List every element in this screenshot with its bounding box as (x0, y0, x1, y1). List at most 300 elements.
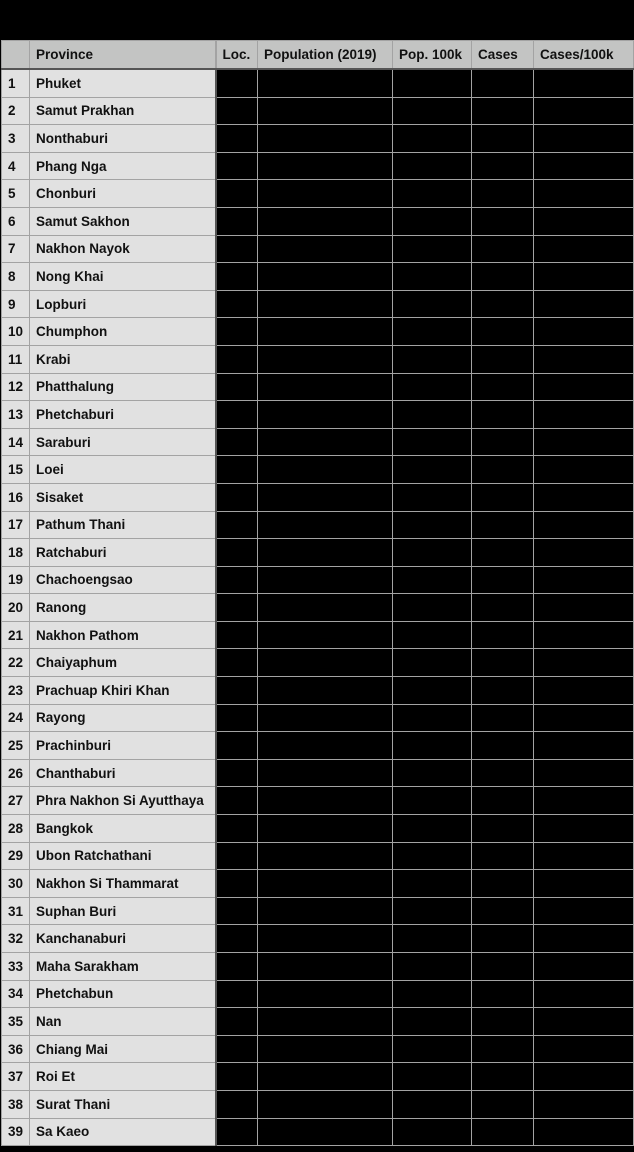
province-name[interactable]: Pathum Thani (30, 511, 216, 539)
table-row (2, 1118, 634, 1146)
cases-cell[interactable] (472, 401, 534, 429)
cases-cell[interactable] (472, 97, 534, 125)
row-number[interactable]: 9 (2, 290, 30, 318)
row-number[interactable]: 32 (2, 925, 30, 953)
pop100k-cell[interactable] (393, 152, 472, 180)
province-name[interactable]: Chanthaburi (30, 759, 216, 787)
province-name[interactable]: Chumphon (30, 318, 216, 346)
loc-cell[interactable] (216, 842, 258, 870)
population-cell[interactable] (258, 263, 393, 291)
population-cell[interactable] (258, 69, 393, 97)
cases-cell[interactable] (472, 1063, 534, 1091)
province-name[interactable]: Sisaket (30, 483, 216, 511)
population-cell[interactable] (258, 594, 393, 622)
pop100k-cell[interactable] (393, 677, 472, 705)
header-population[interactable]: Population (2019) (258, 41, 393, 70)
row-number[interactable]: 29 (2, 842, 30, 870)
province-name[interactable]: Samut Sakhon (30, 207, 216, 235)
cases-cell[interactable] (472, 152, 534, 180)
pop100k-cell[interactable] (393, 704, 472, 732)
loc-cell[interactable] (216, 1035, 258, 1063)
population-cell[interactable] (258, 539, 393, 567)
population-cell[interactable] (258, 152, 393, 180)
province-name[interactable]: Ubon Ratchathani (30, 842, 216, 870)
loc-cell[interactable] (216, 428, 258, 456)
row-number[interactable]: 26 (2, 759, 30, 787)
row-number[interactable]: 10 (2, 318, 30, 346)
row-number[interactable]: 27 (2, 787, 30, 815)
table-row (2, 925, 634, 953)
row-number[interactable]: 14 (2, 428, 30, 456)
table-row (2, 1063, 634, 1091)
cases-cell[interactable] (472, 759, 534, 787)
population-cell[interactable] (258, 759, 393, 787)
row-number[interactable]: 36 (2, 1035, 30, 1063)
loc-cell[interactable] (216, 456, 258, 484)
population-cell[interactable] (258, 456, 393, 484)
cases100k-cell[interactable] (534, 69, 634, 97)
loc-cell[interactable] (216, 1090, 258, 1118)
pop100k-cell[interactable] (393, 815, 472, 843)
loc-cell[interactable] (216, 566, 258, 594)
loc-cell[interactable] (216, 1063, 258, 1091)
table-row (2, 1008, 634, 1036)
pop100k-cell[interactable] (393, 483, 472, 511)
cases-cell[interactable] (472, 1035, 534, 1063)
loc-cell[interactable] (216, 69, 258, 97)
province-name[interactable]: Nonthaburi (30, 125, 216, 153)
cases-cell[interactable] (472, 649, 534, 677)
table-row (2, 759, 634, 787)
population-cell[interactable] (258, 1035, 393, 1063)
cases100k-cell[interactable] (534, 180, 634, 208)
cases100k-cell[interactable] (534, 621, 634, 649)
province-name[interactable]: Prachinburi (30, 732, 216, 760)
province-name[interactable]: Bangkok (30, 815, 216, 843)
cases100k-cell[interactable] (534, 97, 634, 125)
row-number[interactable]: 11 (2, 345, 30, 373)
population-cell[interactable] (258, 980, 393, 1008)
province-name[interactable]: Chachoengsao (30, 566, 216, 594)
province-name[interactable]: Prachuap Khiri Khan (30, 677, 216, 705)
loc-cell[interactable] (216, 1118, 258, 1146)
cases100k-cell[interactable] (534, 1090, 634, 1118)
table-row (2, 815, 634, 843)
province-name[interactable]: Krabi (30, 345, 216, 373)
loc-cell[interactable] (216, 373, 258, 401)
cases-cell[interactable] (472, 815, 534, 843)
cases100k-cell[interactable] (534, 125, 634, 153)
loc-cell[interactable] (216, 594, 258, 622)
loc-cell[interactable] (216, 787, 258, 815)
cases100k-cell[interactable] (534, 594, 634, 622)
cases100k-cell[interactable] (534, 263, 634, 291)
cases-cell[interactable] (472, 953, 534, 981)
population-cell[interactable] (258, 897, 393, 925)
loc-cell[interactable] (216, 290, 258, 318)
population-cell[interactable] (258, 842, 393, 870)
province-name[interactable]: Rayong (30, 704, 216, 732)
cases-cell[interactable] (472, 870, 534, 898)
province-name[interactable]: Suphan Buri (30, 897, 216, 925)
row-number[interactable]: 20 (2, 594, 30, 622)
pop100k-cell[interactable] (393, 897, 472, 925)
table-row (2, 677, 634, 705)
table-row (2, 290, 634, 318)
pop100k-cell[interactable] (393, 428, 472, 456)
cases-cell[interactable] (472, 180, 534, 208)
row-number[interactable]: 17 (2, 511, 30, 539)
province-name[interactable]: Chonburi (30, 180, 216, 208)
table-row (2, 842, 634, 870)
loc-cell[interactable] (216, 345, 258, 373)
province-name[interactable]: Phatthalung (30, 373, 216, 401)
pop100k-cell[interactable] (393, 539, 472, 567)
loc-cell[interactable] (216, 815, 258, 843)
cases-cell[interactable] (472, 428, 534, 456)
row-number[interactable]: 24 (2, 704, 30, 732)
population-cell[interactable] (258, 180, 393, 208)
population-cell[interactable] (258, 649, 393, 677)
province-name[interactable]: Chiang Mai (30, 1035, 216, 1063)
loc-cell[interactable] (216, 1008, 258, 1036)
row-number[interactable]: 16 (2, 483, 30, 511)
cases100k-cell[interactable] (534, 759, 634, 787)
population-cell[interactable] (258, 704, 393, 732)
pop100k-cell[interactable] (393, 69, 472, 97)
row-number[interactable]: 28 (2, 815, 30, 843)
header-cases[interactable]: Cases (472, 41, 534, 70)
cases100k-cell[interactable] (534, 870, 634, 898)
cases-cell[interactable] (472, 373, 534, 401)
table-row (2, 125, 634, 153)
province-name[interactable]: Maha Sarakham (30, 953, 216, 981)
province-name[interactable]: Phetchabun (30, 980, 216, 1008)
pop100k-cell[interactable] (393, 207, 472, 235)
loc-cell[interactable] (216, 980, 258, 1008)
loc-cell[interactable] (216, 152, 258, 180)
cases100k-cell[interactable] (534, 1063, 634, 1091)
cases-cell[interactable] (472, 621, 534, 649)
province-name[interactable]: Sa Kaeo (30, 1118, 216, 1146)
loc-cell[interactable] (216, 401, 258, 429)
pop100k-cell[interactable] (393, 759, 472, 787)
loc-cell[interactable] (216, 180, 258, 208)
province-name[interactable]: Nan (30, 1008, 216, 1036)
pop100k-cell[interactable] (393, 842, 472, 870)
pop100k-cell[interactable] (393, 290, 472, 318)
cases-cell[interactable] (472, 125, 534, 153)
row-number[interactable]: 13 (2, 401, 30, 429)
pop100k-cell[interactable] (393, 180, 472, 208)
pop100k-cell[interactable] (393, 318, 472, 346)
pop100k-cell[interactable] (393, 97, 472, 125)
pop100k-cell[interactable] (393, 953, 472, 981)
loc-cell[interactable] (216, 925, 258, 953)
cases-cell[interactable] (472, 511, 534, 539)
cases-cell[interactable] (472, 1118, 534, 1146)
cases100k-cell[interactable] (534, 953, 634, 981)
pop100k-cell[interactable] (393, 1008, 472, 1036)
population-cell[interactable] (258, 235, 393, 263)
row-number[interactable]: 12 (2, 373, 30, 401)
row-number[interactable]: 21 (2, 621, 30, 649)
table-row (2, 732, 634, 760)
pop100k-cell[interactable] (393, 456, 472, 484)
loc-cell[interactable] (216, 318, 258, 346)
pop100k-cell[interactable] (393, 925, 472, 953)
cases-cell[interactable] (472, 263, 534, 291)
cases100k-cell[interactable] (534, 373, 634, 401)
cases-cell[interactable] (472, 566, 534, 594)
cases-cell[interactable] (472, 318, 534, 346)
cases100k-cell[interactable] (534, 677, 634, 705)
row-number[interactable]: 37 (2, 1063, 30, 1091)
cases100k-cell[interactable] (534, 318, 634, 346)
population-cell[interactable] (258, 870, 393, 898)
population-cell[interactable] (258, 290, 393, 318)
population-cell[interactable] (258, 373, 393, 401)
population-cell[interactable] (258, 345, 393, 373)
population-cell[interactable] (258, 787, 393, 815)
loc-cell[interactable] (216, 235, 258, 263)
cases100k-cell[interactable] (534, 456, 634, 484)
row-number[interactable]: 18 (2, 539, 30, 567)
province-name[interactable]: Kanchanaburi (30, 925, 216, 953)
population-cell[interactable] (258, 925, 393, 953)
province-name[interactable]: Nakhon Si Thammarat (30, 870, 216, 898)
cases-cell[interactable] (472, 69, 534, 97)
cases100k-cell[interactable] (534, 152, 634, 180)
cases100k-cell[interactable] (534, 815, 634, 843)
cases100k-cell[interactable] (534, 1035, 634, 1063)
pop100k-cell[interactable] (393, 787, 472, 815)
cases100k-cell[interactable] (534, 704, 634, 732)
population-cell[interactable] (258, 318, 393, 346)
population-cell[interactable] (258, 621, 393, 649)
population-cell[interactable] (258, 1090, 393, 1118)
cases100k-cell[interactable] (534, 401, 634, 429)
province-name[interactable]: Phang Nga (30, 152, 216, 180)
province-name[interactable]: Surat Thani (30, 1090, 216, 1118)
header-province[interactable]: Province (30, 41, 216, 70)
row-number[interactable]: 19 (2, 566, 30, 594)
table-row (2, 345, 634, 373)
province-name[interactable]: Loei (30, 456, 216, 484)
province-name[interactable]: Lopburi (30, 290, 216, 318)
cases-cell[interactable] (472, 290, 534, 318)
row-number[interactable]: 38 (2, 1090, 30, 1118)
row-number[interactable]: 8 (2, 263, 30, 291)
loc-cell[interactable] (216, 649, 258, 677)
loc-cell[interactable] (216, 759, 258, 787)
pop100k-cell[interactable] (393, 870, 472, 898)
population-cell[interactable] (258, 97, 393, 125)
pop100k-cell[interactable] (393, 1063, 472, 1091)
header-row (2, 41, 634, 70)
cases100k-cell[interactable] (534, 732, 634, 760)
cases-cell[interactable] (472, 1090, 534, 1118)
row-number[interactable]: 3 (2, 125, 30, 153)
header-pop100k[interactable]: Pop. 100k (393, 41, 472, 70)
pop100k-cell[interactable] (393, 980, 472, 1008)
province-name[interactable]: Nakhon Pathom (30, 621, 216, 649)
cases-cell[interactable] (472, 787, 534, 815)
row-number[interactable]: 2 (2, 97, 30, 125)
population-cell[interactable] (258, 401, 393, 429)
cases100k-cell[interactable] (534, 566, 634, 594)
population-cell[interactable] (258, 1008, 393, 1036)
cases-cell[interactable] (472, 897, 534, 925)
population-cell[interactable] (258, 1118, 393, 1146)
cases100k-cell[interactable] (534, 897, 634, 925)
pop100k-cell[interactable] (393, 621, 472, 649)
pop100k-cell[interactable] (393, 566, 472, 594)
row-number[interactable]: 33 (2, 953, 30, 981)
population-cell[interactable] (258, 677, 393, 705)
table-row (2, 373, 634, 401)
cases100k-cell[interactable] (534, 207, 634, 235)
province-name[interactable]: Phuket (30, 69, 216, 97)
province-name[interactable]: Phra Nakhon Si Ayutthaya (30, 787, 216, 815)
population-cell[interactable] (258, 511, 393, 539)
row-number[interactable]: 35 (2, 1008, 30, 1036)
cases100k-cell[interactable] (534, 428, 634, 456)
population-cell[interactable] (258, 428, 393, 456)
province-name[interactable]: Saraburi (30, 428, 216, 456)
loc-cell[interactable] (216, 125, 258, 153)
table-row (2, 180, 634, 208)
row-number[interactable]: 5 (2, 180, 30, 208)
pop100k-cell[interactable] (393, 235, 472, 263)
cases100k-cell[interactable] (534, 290, 634, 318)
cases100k-cell[interactable] (534, 235, 634, 263)
cases100k-cell[interactable] (534, 787, 634, 815)
cases100k-cell[interactable] (534, 649, 634, 677)
loc-cell[interactable] (216, 704, 258, 732)
population-cell[interactable] (258, 815, 393, 843)
province-name[interactable]: Samut Prakhan (30, 97, 216, 125)
cases-cell[interactable] (472, 456, 534, 484)
population-cell[interactable] (258, 483, 393, 511)
loc-cell[interactable] (216, 677, 258, 705)
table-row (2, 897, 634, 925)
cases-cell[interactable] (472, 980, 534, 1008)
cases-cell[interactable] (472, 842, 534, 870)
loc-cell[interactable] (216, 263, 258, 291)
province-name[interactable]: Ranong (30, 594, 216, 622)
cases100k-cell[interactable] (534, 925, 634, 953)
cases-cell[interactable] (472, 345, 534, 373)
province-name[interactable]: Roi Et (30, 1063, 216, 1091)
cases100k-cell[interactable] (534, 980, 634, 1008)
row-number[interactable]: 25 (2, 732, 30, 760)
row-number[interactable]: 31 (2, 897, 30, 925)
loc-cell[interactable] (216, 621, 258, 649)
cases100k-cell[interactable] (534, 539, 634, 567)
cases-cell[interactable] (472, 704, 534, 732)
pop100k-cell[interactable] (393, 511, 472, 539)
pop100k-cell[interactable] (393, 649, 472, 677)
province-name[interactable]: Nakhon Nayok (30, 235, 216, 263)
population-cell[interactable] (258, 566, 393, 594)
cases-cell[interactable] (472, 677, 534, 705)
province-name[interactable]: Phetchaburi (30, 401, 216, 429)
cases-cell[interactable] (472, 539, 534, 567)
row-number[interactable]: 7 (2, 235, 30, 263)
pop100k-cell[interactable] (393, 125, 472, 153)
header-num[interactable] (2, 41, 30, 70)
row-number[interactable]: 4 (2, 152, 30, 180)
loc-cell[interactable] (216, 511, 258, 539)
loc-cell[interactable] (216, 953, 258, 981)
population-cell[interactable] (258, 125, 393, 153)
pop100k-cell[interactable] (393, 732, 472, 760)
row-number[interactable]: 22 (2, 649, 30, 677)
pop100k-cell[interactable] (393, 594, 472, 622)
cases-cell[interactable] (472, 732, 534, 760)
cases100k-cell[interactable] (534, 842, 634, 870)
table-row (2, 980, 634, 1008)
loc-cell[interactable] (216, 539, 258, 567)
table-row (2, 428, 634, 456)
pop100k-cell[interactable] (393, 1118, 472, 1146)
header-cases100k[interactable]: Cases/100k (534, 41, 634, 70)
table-row (2, 1090, 634, 1118)
population-cell[interactable] (258, 732, 393, 760)
loc-cell[interactable] (216, 97, 258, 125)
header-loc[interactable]: Loc. (216, 41, 258, 70)
province-name[interactable]: Chaiyaphum (30, 649, 216, 677)
population-cell[interactable] (258, 1063, 393, 1091)
loc-cell[interactable] (216, 732, 258, 760)
cases-cell[interactable] (472, 925, 534, 953)
cases-cell[interactable] (472, 483, 534, 511)
row-number[interactable]: 39 (2, 1118, 30, 1146)
row-number[interactable]: 15 (2, 456, 30, 484)
row-number[interactable]: 30 (2, 870, 30, 898)
cases-cell[interactable] (472, 235, 534, 263)
cases100k-cell[interactable] (534, 1118, 634, 1146)
cases-cell[interactable] (472, 1008, 534, 1036)
cases100k-cell[interactable] (534, 511, 634, 539)
province-name[interactable]: Ratchaburi (30, 539, 216, 567)
population-cell[interactable] (258, 953, 393, 981)
cases100k-cell[interactable] (534, 483, 634, 511)
cases-cell[interactable] (472, 594, 534, 622)
cases100k-cell[interactable] (534, 345, 634, 373)
row-number[interactable]: 23 (2, 677, 30, 705)
pop100k-cell[interactable] (393, 373, 472, 401)
loc-cell[interactable] (216, 897, 258, 925)
pop100k-cell[interactable] (393, 401, 472, 429)
loc-cell[interactable] (216, 870, 258, 898)
province-name[interactable]: Nong Khai (30, 263, 216, 291)
row-number[interactable]: 6 (2, 207, 30, 235)
pop100k-cell[interactable] (393, 1090, 472, 1118)
cases-cell[interactable] (472, 207, 534, 235)
pop100k-cell[interactable] (393, 345, 472, 373)
row-number[interactable]: 1 (2, 69, 30, 97)
pop100k-cell[interactable] (393, 263, 472, 291)
pop100k-cell[interactable] (393, 1035, 472, 1063)
cases100k-cell[interactable] (534, 1008, 634, 1036)
table-row (2, 953, 634, 981)
population-cell[interactable] (258, 207, 393, 235)
row-number[interactable]: 34 (2, 980, 30, 1008)
loc-cell[interactable] (216, 483, 258, 511)
loc-cell[interactable] (216, 207, 258, 235)
